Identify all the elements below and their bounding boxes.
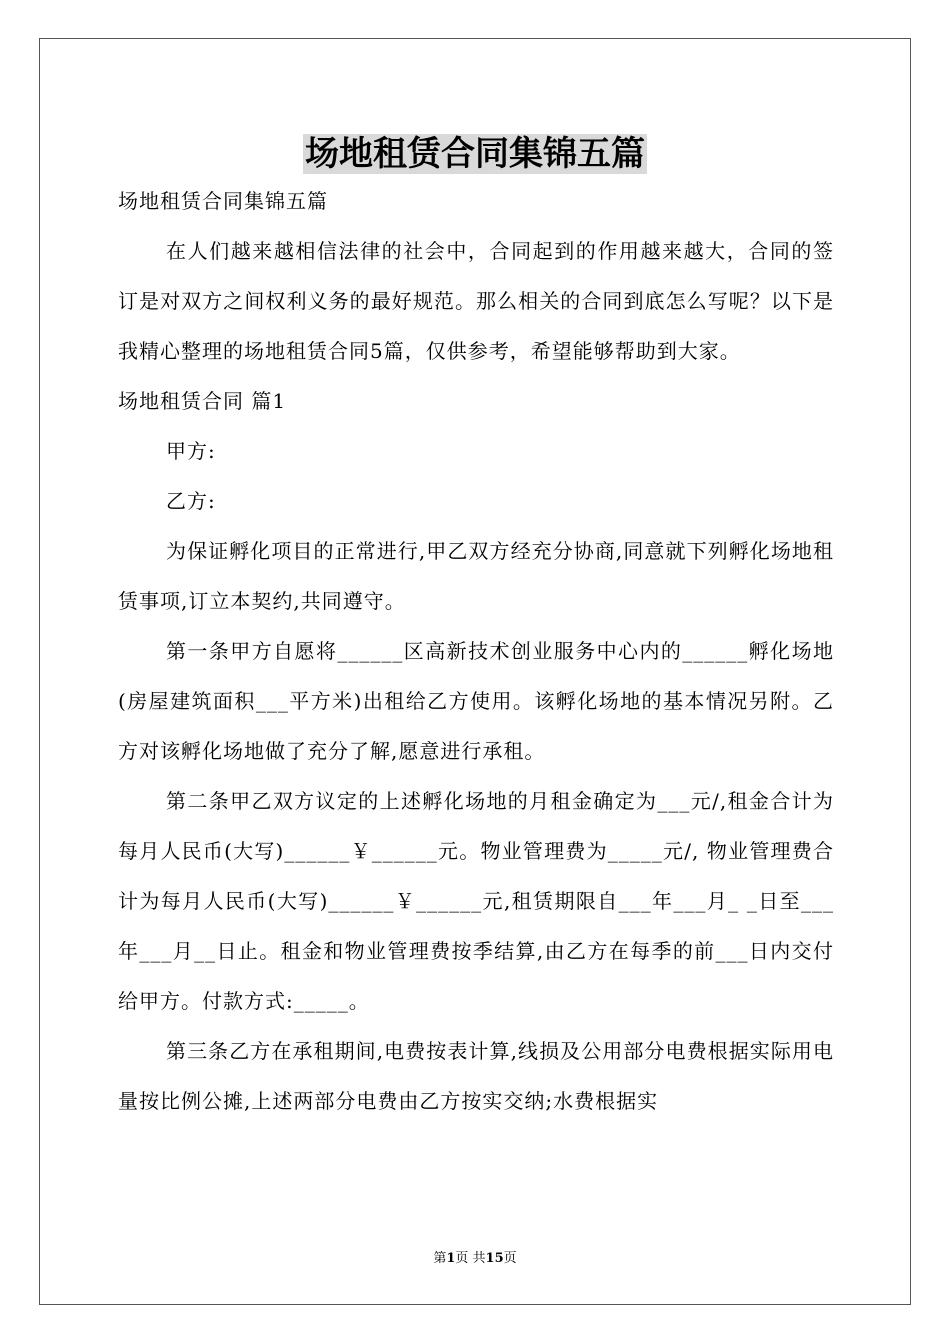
article-1-paragraph: 第一条甲方自愿将______区高新技术创业服务中心内的______孵化场地(房屋建筑面积___平方米)出租给乙方使用。该孵化场地的基本情况另附。乙方对该孵化场地做了充分了解,愿意进行承租。 [118, 639, 834, 763]
page-prefix: 第 [433, 1251, 447, 1266]
document-body [118, 176, 834, 1126]
article-2-paragraph: 第二条甲乙双方议定的上述孵化场地的月租金确定为___元/,租金合计为每月人民币(大写)______￥______元。物业管理费为_____元/, 物业管理费合计为每月人民币(大写)______￥______元,租赁期限自___年___月_ _日至___年___月__日止。租金和物业管理费按季结算,由乙方在每季的前___日内交付给甲方。付款方式:_____。 [118, 789, 834, 1013]
preamble-paragraph: 为保证孵化项目的正常进行,甲乙双方经充分协商,同意就下列孵化场地租赁事项,订立本契约,共同遵守。 [118, 539, 834, 613]
page-current: 1 [446, 1251, 456, 1266]
document-title-text: 场地租赁合同集锦五篇 [305, 134, 645, 174]
page-suffix: 页 [503, 1251, 517, 1266]
page-mid: 页 共 [455, 1251, 486, 1266]
document-title [0, 126, 950, 175]
intro-paragraph: 在人们越来越相信法律的社会中，合同起到的作用越来越大，合同的签订是对双方之间权利义务的最好规范。那么相关的合同到底怎么写呢？以下是我精心整理的场地租赁合同5篇，仅供参考，希望能够帮助到大家。 [118, 239, 834, 363]
party-a-line: 甲方: [166, 439, 216, 463]
page-total: 15 [485, 1251, 504, 1266]
article-3-paragraph: 第三条乙方在承租期间,电费按表计算,线损及公用部分电费根据实际用电量按比例公摊,上述两部分电费由乙方按实交纳;水费根据实 [118, 1039, 834, 1113]
subtitle-line: 场地租赁合同集锦五篇 [118, 189, 328, 213]
page-footer [0, 1247, 950, 1266]
party-b-line: 乙方: [166, 489, 216, 513]
section-heading: 场地租赁合同 篇1 [118, 389, 287, 413]
